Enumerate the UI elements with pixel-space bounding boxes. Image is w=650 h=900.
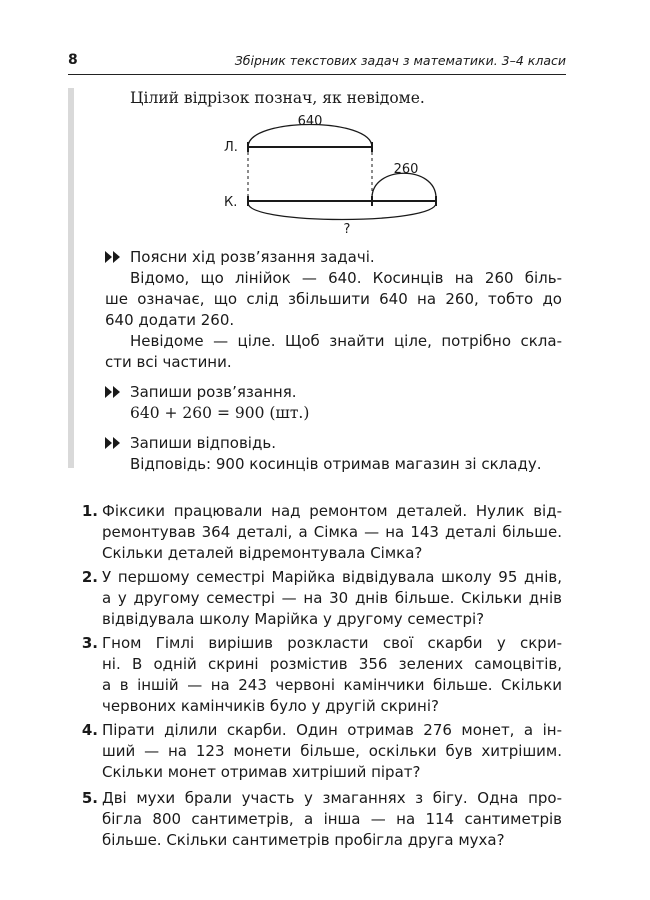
step-text-line: ше означає, що слід збільшити 640 на 260, тобто до <box>105 290 562 308</box>
example-side-bar <box>68 88 74 468</box>
problem-number: 1. <box>81 502 98 520</box>
problem-text-line: бігла 800 сантиметрів, а інша — на 114 сантиметрів <box>102 810 562 828</box>
page-header <box>68 52 566 75</box>
answer-line: Відповідь: 900 косинців отримав магазин зі складу. <box>130 455 542 473</box>
problem-text-line: Пірати ділили скарби. Один отримав 276 монет, а ін- <box>102 721 562 739</box>
solution-expression: 640 + 260 = 900 (шт.) <box>130 404 310 422</box>
problem-number: 3. <box>81 634 98 652</box>
problem-text-line: ремонтував 364 деталі, а Сімка — на 143 деталі більше. <box>102 523 562 541</box>
label-top: Л. <box>224 140 238 155</box>
page-number: 8 <box>68 52 78 68</box>
problem-text-line: червоних камінчиків було у другій скрині? <box>102 697 439 715</box>
problem-text-line: ні. В одній скрині розмістив 356 зелених самоцвітів, <box>102 655 562 673</box>
problem-text-line: Фіксики працювали над ремонтом деталей. Нулик від- <box>102 502 562 520</box>
problem-text-line: відвідувала школу Марійка у другому семестрі? <box>102 610 485 628</box>
step-text-line: 640 додати 260. <box>105 311 235 329</box>
problem-text-line: Дві мухи брали участь у змаганнях з бігу. Одна про- <box>102 789 562 807</box>
value-unknown: ? <box>343 222 351 237</box>
problem-text-line: Скільки деталей відремонтувала Сімка? <box>102 544 423 562</box>
problem-text-line: Гном Гімлі вирішив розкласти свої скарби у скри- <box>102 634 562 652</box>
double-arrow-icon <box>104 250 122 264</box>
double-arrow-icon <box>104 436 122 450</box>
value-extra: 260 <box>393 162 419 177</box>
double-arrow-icon <box>104 385 122 399</box>
problem-text-line: а у другому семестрі — на 30 днів більше. Скільки днів <box>102 589 562 607</box>
label-bottom: К. <box>224 195 238 210</box>
problem-number: 2. <box>81 568 98 586</box>
brace-bottom <box>248 203 436 220</box>
segment-diagram <box>210 105 470 240</box>
problem-text-line: а в іншій — на 243 червоні камінчики більше. Скільки <box>102 676 562 694</box>
step-heading: Запиши відповідь. <box>130 434 276 452</box>
value-top: 640 <box>297 114 323 129</box>
step-text-line: Невідоме — ціле. Щоб знайти ціле, потрібно скла- <box>130 332 562 350</box>
problem-text-line: ший — на 123 монети більше, оскільки був хитрішим. <box>102 742 562 760</box>
diagram-instruction: Цілий відрізок познач, як невідоме. <box>130 89 425 107</box>
step-heading: Запиши розв’язання. <box>130 383 297 401</box>
problem-text-line: більше. Скільки сантиметрів пробігла друга муха? <box>102 831 505 849</box>
problem-text-line: Скільки монет отримав хитріший пірат? <box>102 763 421 781</box>
book-title: Збірник текстових задач з математики. 3–4 класи <box>234 53 566 68</box>
step-text-line: сти всі частини. <box>105 353 232 371</box>
problem-text-line: У першому семестрі Марійка відвідувала школу 95 днів, <box>102 568 562 586</box>
step-heading: Поясни хід розв’язання задачі. <box>130 248 375 266</box>
problem-number: 4. <box>81 721 98 739</box>
problem-number: 5. <box>81 789 98 807</box>
step-text-line: Відомо, що лінійок — 640. Косинців на 260 біль- <box>130 269 562 287</box>
